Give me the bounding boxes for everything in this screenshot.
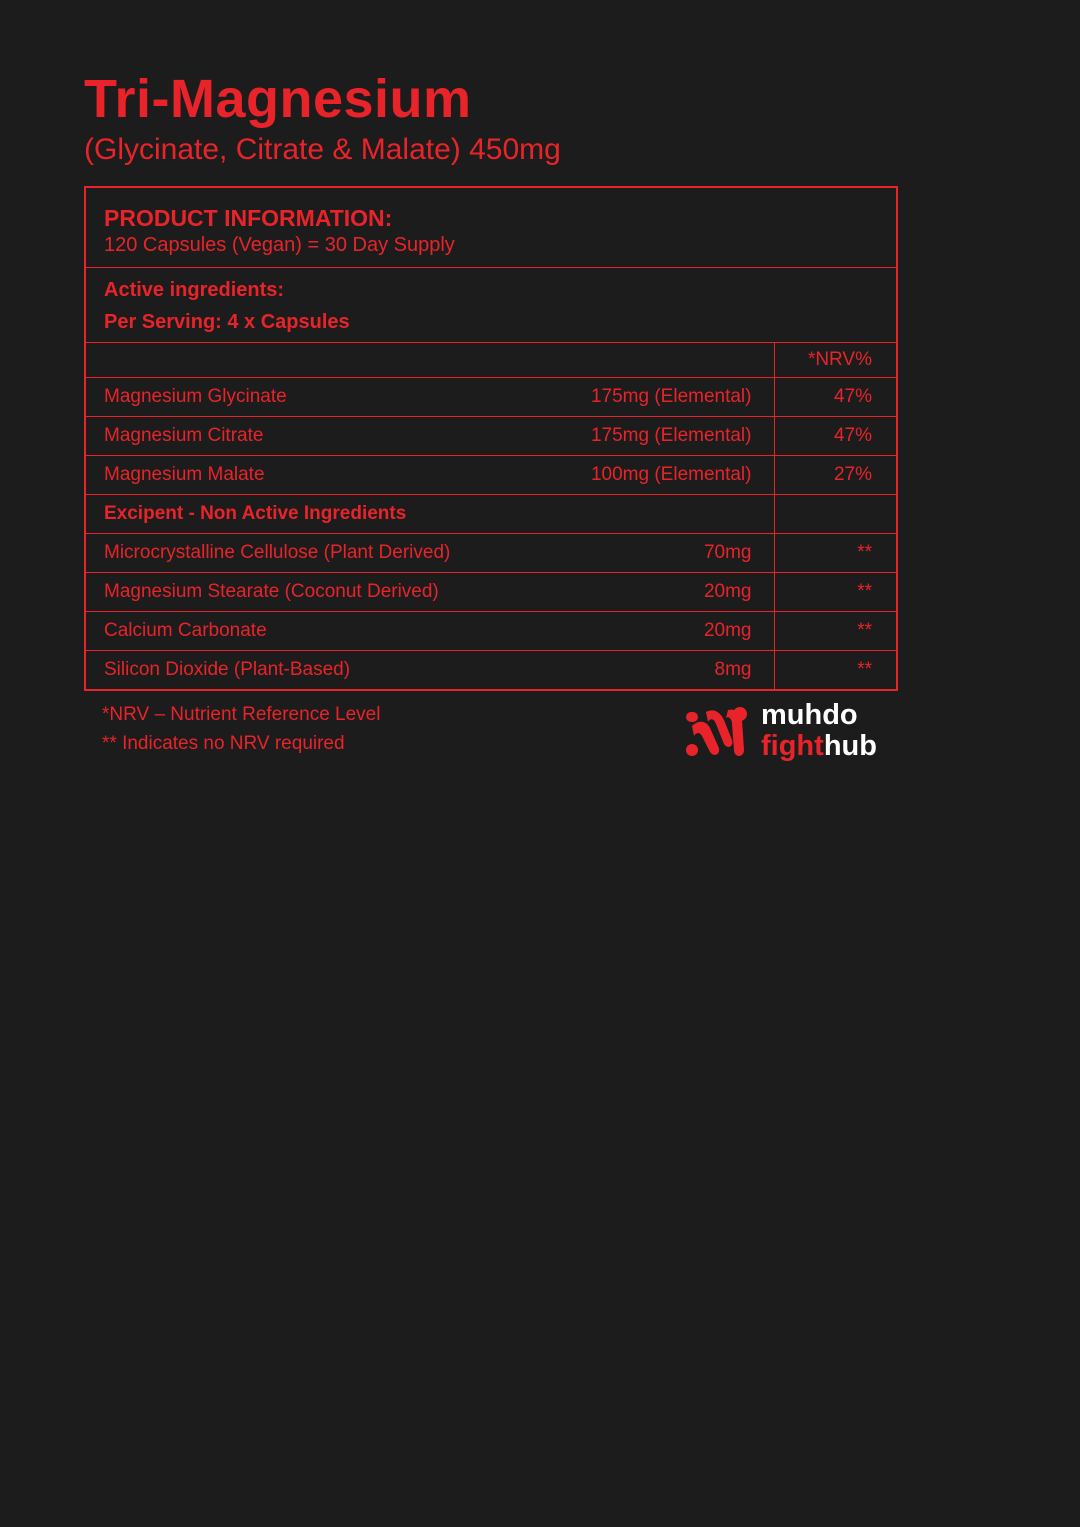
logo-word-hub: hub: [823, 730, 877, 762]
product-subtitle: (Glycinate, Citrate & Malate) 450mg: [84, 133, 561, 166]
ingredient-name: Silicon Dioxide (Plant-Based): [104, 659, 351, 680]
table-row: [86, 612, 896, 651]
ingredient-amount: 175mg (Elemental): [572, 378, 774, 417]
ingredient-nrv: **: [774, 612, 896, 651]
product-title: Tri-Magnesium: [84, 69, 472, 129]
ingredient-name: Magnesium Malate: [86, 456, 572, 495]
muhdo-m-logo-icon: [684, 706, 752, 760]
ingredient-nrv: **: [857, 659, 872, 680]
product-info-section: [86, 188, 896, 268]
active-ingredients-heading: Active ingredients:: [104, 279, 285, 301]
ingredients-table: [86, 343, 896, 689]
logo-word-fight: fight: [761, 730, 824, 762]
ingredient-amount: 20mg: [572, 612, 774, 651]
ingredient-name: Magnesium Stearate (Coconut Derived): [86, 573, 572, 612]
logo-line-muhdo: muhdo: [761, 699, 858, 731]
ingredient-nrv: **: [774, 573, 896, 612]
header-blank-cell: [86, 343, 572, 378]
table-row: [86, 456, 896, 495]
ingredient-amount: 100mg (Elemental): [572, 456, 774, 495]
ingredient-amount: 175mg (Elemental): [572, 417, 774, 456]
excipient-heading: Excipent - Non Active Ingredients: [86, 495, 774, 534]
excipient-heading-row: [86, 495, 896, 534]
table-row: [86, 651, 896, 690]
ingredient-nrv: 47%: [774, 378, 896, 417]
no-nrv-footnote: ** Indicates no NRV required: [102, 733, 345, 754]
product-info-heading: PRODUCT INFORMATION:: [104, 205, 393, 231]
nutrition-panel: [84, 186, 898, 691]
ingredient-name: Magnesium Citrate: [86, 417, 572, 456]
nrv-footnote: *NRV – Nutrient Reference Level: [102, 704, 381, 725]
excipient-heading-nrv-cell: [774, 495, 896, 534]
logo-wordmark: [761, 700, 877, 762]
footnotes: [102, 700, 380, 758]
ingredient-name: Microcrystalline Cellulose (Plant Derived): [86, 534, 572, 573]
ingredient-name: Calcium Carbonate: [86, 612, 572, 651]
ingredient-nrv: 27%: [774, 456, 896, 495]
brand-logo: [684, 700, 898, 768]
table-header-row: [86, 343, 896, 378]
table-row: [86, 378, 896, 417]
ingredient-amount: 20mg: [572, 573, 774, 612]
table-row: [86, 573, 896, 612]
header-blank-cell: [572, 343, 774, 378]
table-row: [86, 534, 896, 573]
ingredient-amount: 8mg: [572, 651, 774, 690]
supply-text: 120 Capsules (Vegan) = 30 Day Supply: [104, 234, 455, 256]
active-ingredients-section: [86, 268, 896, 343]
ingredient-name: Magnesium Glycinate: [86, 378, 572, 417]
serving-size: Per Serving: 4 x Capsules: [104, 311, 350, 333]
nrv-column-header: *NRV%: [774, 343, 896, 378]
ingredient-nrv: **: [774, 534, 896, 573]
table-row: [86, 417, 896, 456]
ingredient-nrv: 47%: [774, 417, 896, 456]
logo-line-fighthub: [761, 731, 877, 762]
ingredient-amount: 70mg: [572, 534, 774, 573]
